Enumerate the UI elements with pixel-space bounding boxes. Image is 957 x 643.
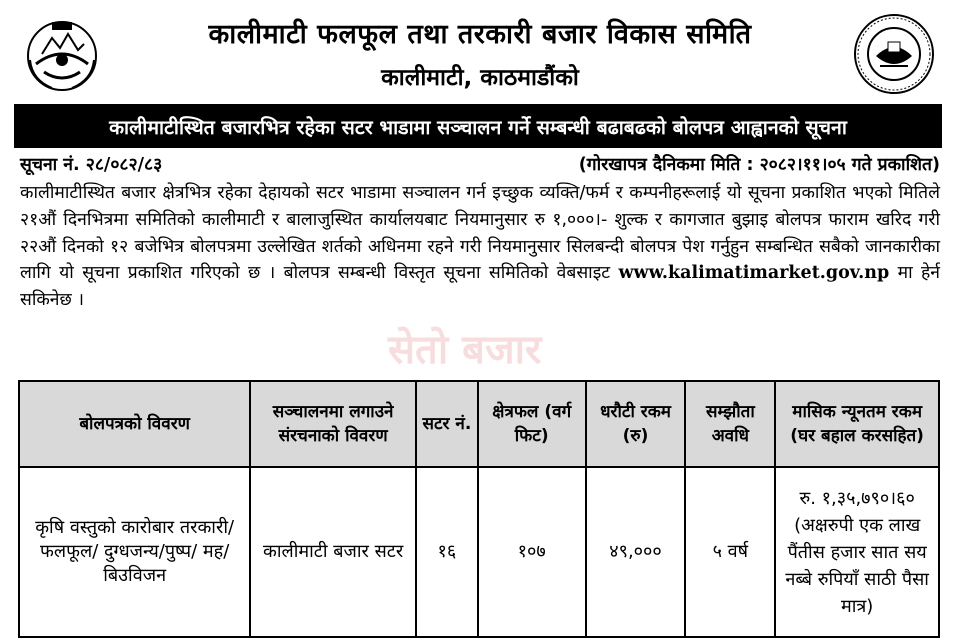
header-deposit: धरौटी रकम (रु) <box>586 381 686 467</box>
cell-monthly-amount <box>775 467 939 637</box>
cell-bid-description: कृषि वस्तुको कारोबार तरकारी/फलफूल/ दुग्धजन्य/पुष्प/ मह/बिउविजन <box>19 467 250 637</box>
notice-body-end: मा हेर्न सकिनेछ । <box>20 263 940 311</box>
notice-number: सूचना नं. २८/०८२/८३ <box>20 155 163 175</box>
monthly-amount-words: (अक्षरुपी एक लाख पैंतीस हजार सात सय नब्बे रुपियाँ साठी पैसा मात्र) <box>785 514 929 617</box>
notice-body <box>20 180 940 314</box>
cell-shutter-number: १६ <box>416 467 478 637</box>
table-row <box>19 467 939 637</box>
cell-area: १०७ <box>478 467 586 637</box>
header-bid-description: बोलपत्रको विवरण <box>19 381 250 467</box>
nepal-government-emblem-icon <box>22 14 102 94</box>
shutter-details-table <box>18 380 940 638</box>
committee-seal-icon <box>852 12 936 96</box>
header-shutter-number: सटर नं. <box>416 381 478 467</box>
publication-info: (गोरखापत्र दैनिकमा मिति : २०८२।११।०५ गते प्रकाशित) <box>578 155 940 175</box>
website-link[interactable]: www.kalimatimarket.gov.np <box>618 263 890 284</box>
notice-meta <box>20 152 940 178</box>
monthly-amount-figure: रु. १,३५,७९०।६० <box>799 487 915 509</box>
watermark: सेतो बजार <box>388 327 542 373</box>
organization-name: कालीमाटी फलफूल तथा तरकारी बजार विकास समिति <box>208 19 752 50</box>
header-monthly-minimum-amount: मासिक न्यूनतम रकम (घर बहाल करसहित) <box>775 381 939 467</box>
cell-deposit: ४९,००० <box>586 467 686 637</box>
cell-structure: कालीमाटी बजार सटर <box>250 467 416 637</box>
notice-body-text: कालीमाटीस्थित बजार क्षेत्रभित्र रहेका देहायको सटर भाडामा सञ्चालन गर्न इच्छुक व्यक्ति/फर्म र कम्पनीहरूलाई यो सूचना प्रकाशित भएको मितिले २१औं दिनभित्रमा समितिको कालीमाटी र बालाजुस्थित कार्यालयबाट नियमानुसार रु १,०००।- शुल्क र कागजात बुझाइ बोलपत्र फाराम खरिद गरी २२औं दिनको १२ बजेभित्र बोलपत्रमा उल्लेखित शर्तको अधिनमा रहने गरी नियमानुसार सिलबन्दी बोलपत्र पेश गर्नुहुन सम्बन्धित सबैको जानकारीका लागि यो सूचना प्रकाशित गरिएको छ । बोलपत्र सम्बन्धी विस्तृत सूचना समितिको वेबसाइट <box>20 183 940 284</box>
notice-title-banner: कालीमाटीस्थित बजारभित्र रहेका सटर भाडामा सञ्चालन गर्ने सम्बन्धी बढाबढको बोलपत्र आह्वानको सूचना <box>14 104 942 148</box>
header-agreement-duration: सम्झौता अवधि <box>685 381 775 467</box>
header-structure-description: सञ्चालनमा लगाउने संरचनाको विवरण <box>250 381 416 467</box>
table-header-row <box>19 381 939 467</box>
organization-location: कालीमाटी, काठमाडौंको <box>381 65 579 91</box>
cell-duration: ५ वर्ष <box>685 467 775 637</box>
header <box>0 0 957 102</box>
header-area: क्षेत्रफल (वर्ग फिट) <box>478 381 586 467</box>
